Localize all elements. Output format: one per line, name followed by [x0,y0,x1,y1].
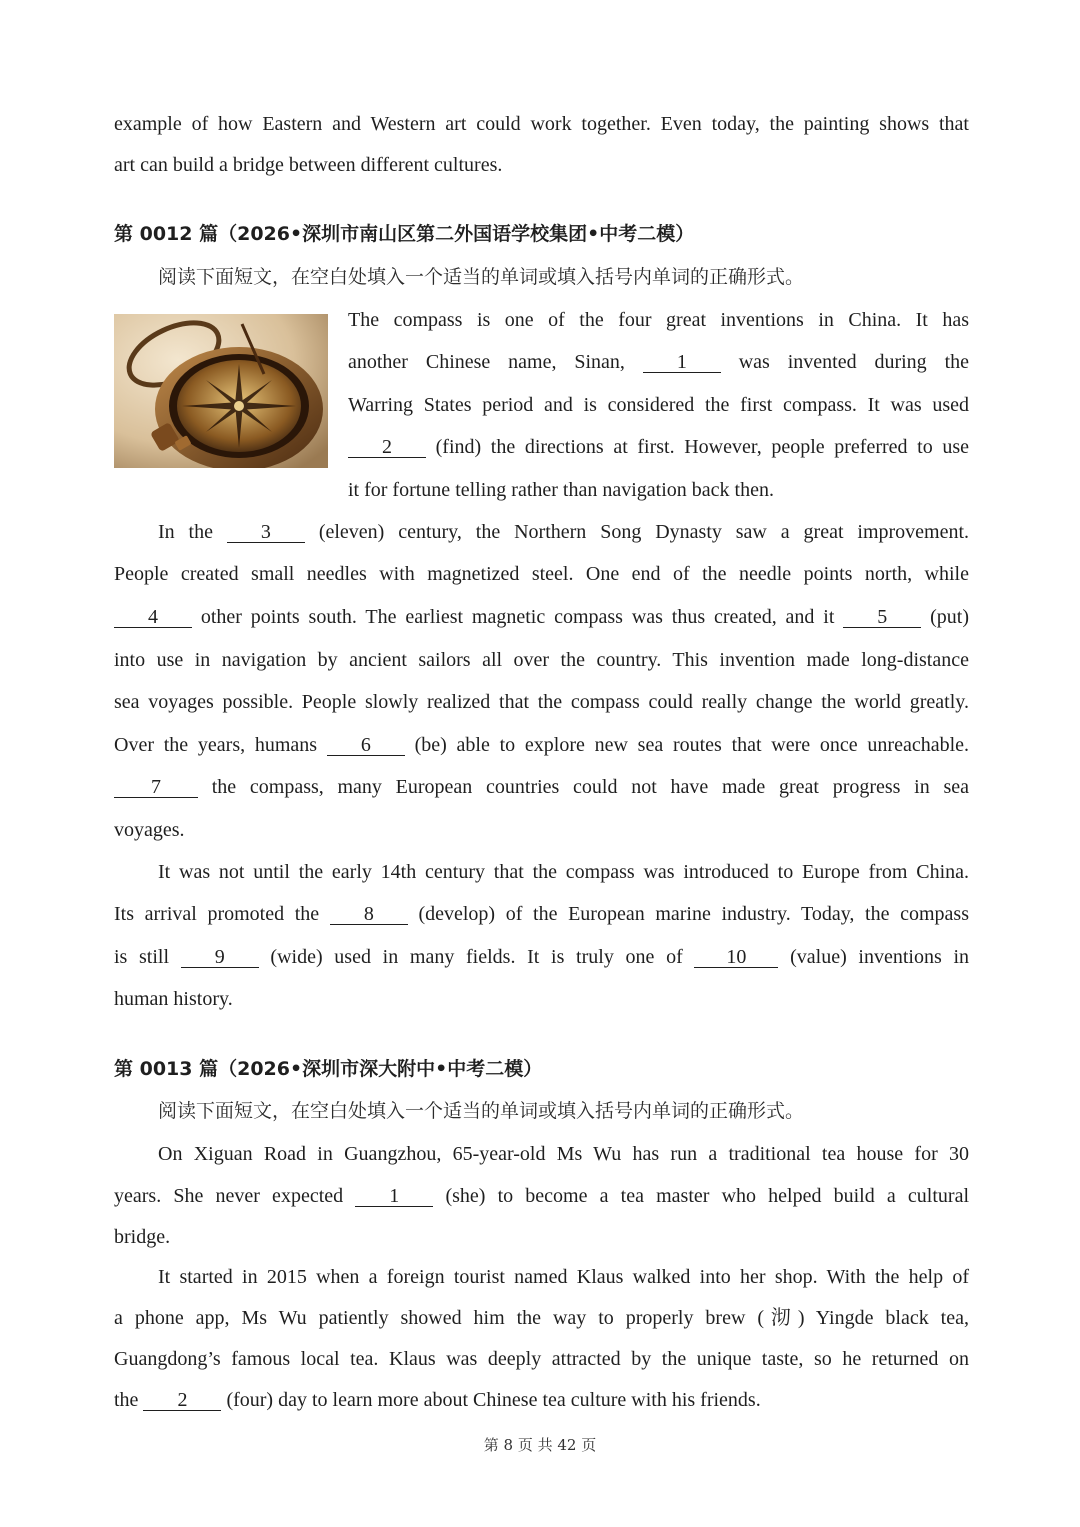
text-line: it for fortune telling rather than navigation back then. [348,479,774,501]
text-span: the compass, many European countries could not have made great progress in sea [211,776,969,798]
text-span: is still [114,946,170,968]
blank-8[interactable]: 8 [330,904,408,925]
text-line: human history. [114,988,233,1010]
text-line: voyages. [114,819,185,841]
text-line [114,902,969,926]
text-line: a phone app, Ms Wu patiently showed him the way to properly brew (沏) Yingde black tea, [114,1307,969,1329]
blank-7[interactable]: 7 [114,777,198,798]
blank-2[interactable]: 2 [143,1390,221,1411]
text-span: Its arrival promoted the [114,903,320,925]
text-line: On Xiguan Road in Guangzhou, 65-year-old Ms Wu has run a traditional tea house for 30 [158,1143,969,1165]
text-line: bridge. [114,1226,171,1248]
text-span: (develop) of the European marine industry. Today, the compass [418,903,969,925]
text-span: (value) inventions in [790,946,969,968]
text-line [114,775,969,799]
text-span: other points south. The earliest magnetic compass was thus created, and it [200,606,835,628]
text-span: (put) [930,606,970,628]
blank-1[interactable]: 1 [643,352,721,373]
text-line: It was not until the early 14th century that the compass was introduced to Europe from China. [158,861,969,883]
blank-4[interactable]: 4 [114,607,192,628]
text-span: (be) able to explore new sea routes that were once unreachable. [414,734,970,756]
blank-3[interactable]: 3 [227,522,305,543]
text-line [114,605,969,629]
text-span: (wide) used in many fields. It is truly one of [270,946,683,968]
blank-10[interactable]: 10 [694,947,778,968]
text-line [158,520,969,544]
text-line: The compass is one of the four great inventions in China. It has [348,309,969,331]
text-line: Warring States period and is considered the first compass. It was used [348,394,969,416]
blank-5[interactable]: 5 [843,607,921,628]
text-span: (find) the directions at first. However, people preferred to use [435,436,969,458]
text-line: People created small needles with magnetized steel. One end of the needle points north, while [114,563,969,585]
text-span: was invented during the [738,351,969,373]
text-span: (she) to become a tea master who helped build a cultural [445,1185,970,1207]
text-line: It started in 2015 when a foreign tourist named Klaus walked into her shop. With the help of [158,1266,969,1288]
text-line [114,1184,969,1208]
text-line: sea voyages possible. People slowly realized that the compass could really change the world greatly. [114,691,969,713]
text-span: (eleven) century, the Northern Song Dynasty saw a great improvement. [318,521,970,543]
text-line [114,733,969,757]
text-span: the [114,1389,139,1411]
section-heading: 第 0012 篇（2026•深圳市南山区第二外国语学校集团•中考二模） [114,223,695,245]
text-line: Guangdong’s famous local tea. Klaus was deeply attracted by the unique taste, so he returned on [114,1348,969,1370]
text-line: into use in navigation by ancient sailors all over the country. This invention made long-distance [114,649,969,671]
section-heading: 第 0013 篇（2026•深圳市深大附中•中考二模） [114,1058,543,1080]
text-line [114,1388,969,1412]
page-footer: 第 8 页 共 42 页 [483,1436,597,1454]
blank-6[interactable]: 6 [327,735,405,756]
text-line [114,945,969,969]
blank-1[interactable]: 1 [355,1186,433,1207]
instruction-text: 阅读下面短文，在空白处填入一个适当的单词或填入括号内单词的正确形式。 [158,1100,805,1122]
text-line [348,435,969,459]
text-line [348,350,969,374]
compass-image [114,314,328,468]
text-span: In the [158,521,213,543]
blank-9[interactable]: 9 [181,947,259,968]
text-line: art can build a bridge between different cultures. [114,154,503,176]
text-span: Over the years, humans [114,734,318,756]
text-line: example of how Eastern and Western art could work together. Even today, the painting shows that [114,113,969,135]
blank-2[interactable]: 2 [348,437,426,458]
text-span: (four) day to learn more about Chinese tea culture with his friends. [226,1389,761,1411]
text-span: another Chinese name, Sinan, [348,351,625,373]
text-span: years. She never expected [114,1185,344,1207]
instruction-text: 阅读下面短文，在空白处填入一个适当的单词或填入括号内单词的正确形式。 [158,266,805,288]
